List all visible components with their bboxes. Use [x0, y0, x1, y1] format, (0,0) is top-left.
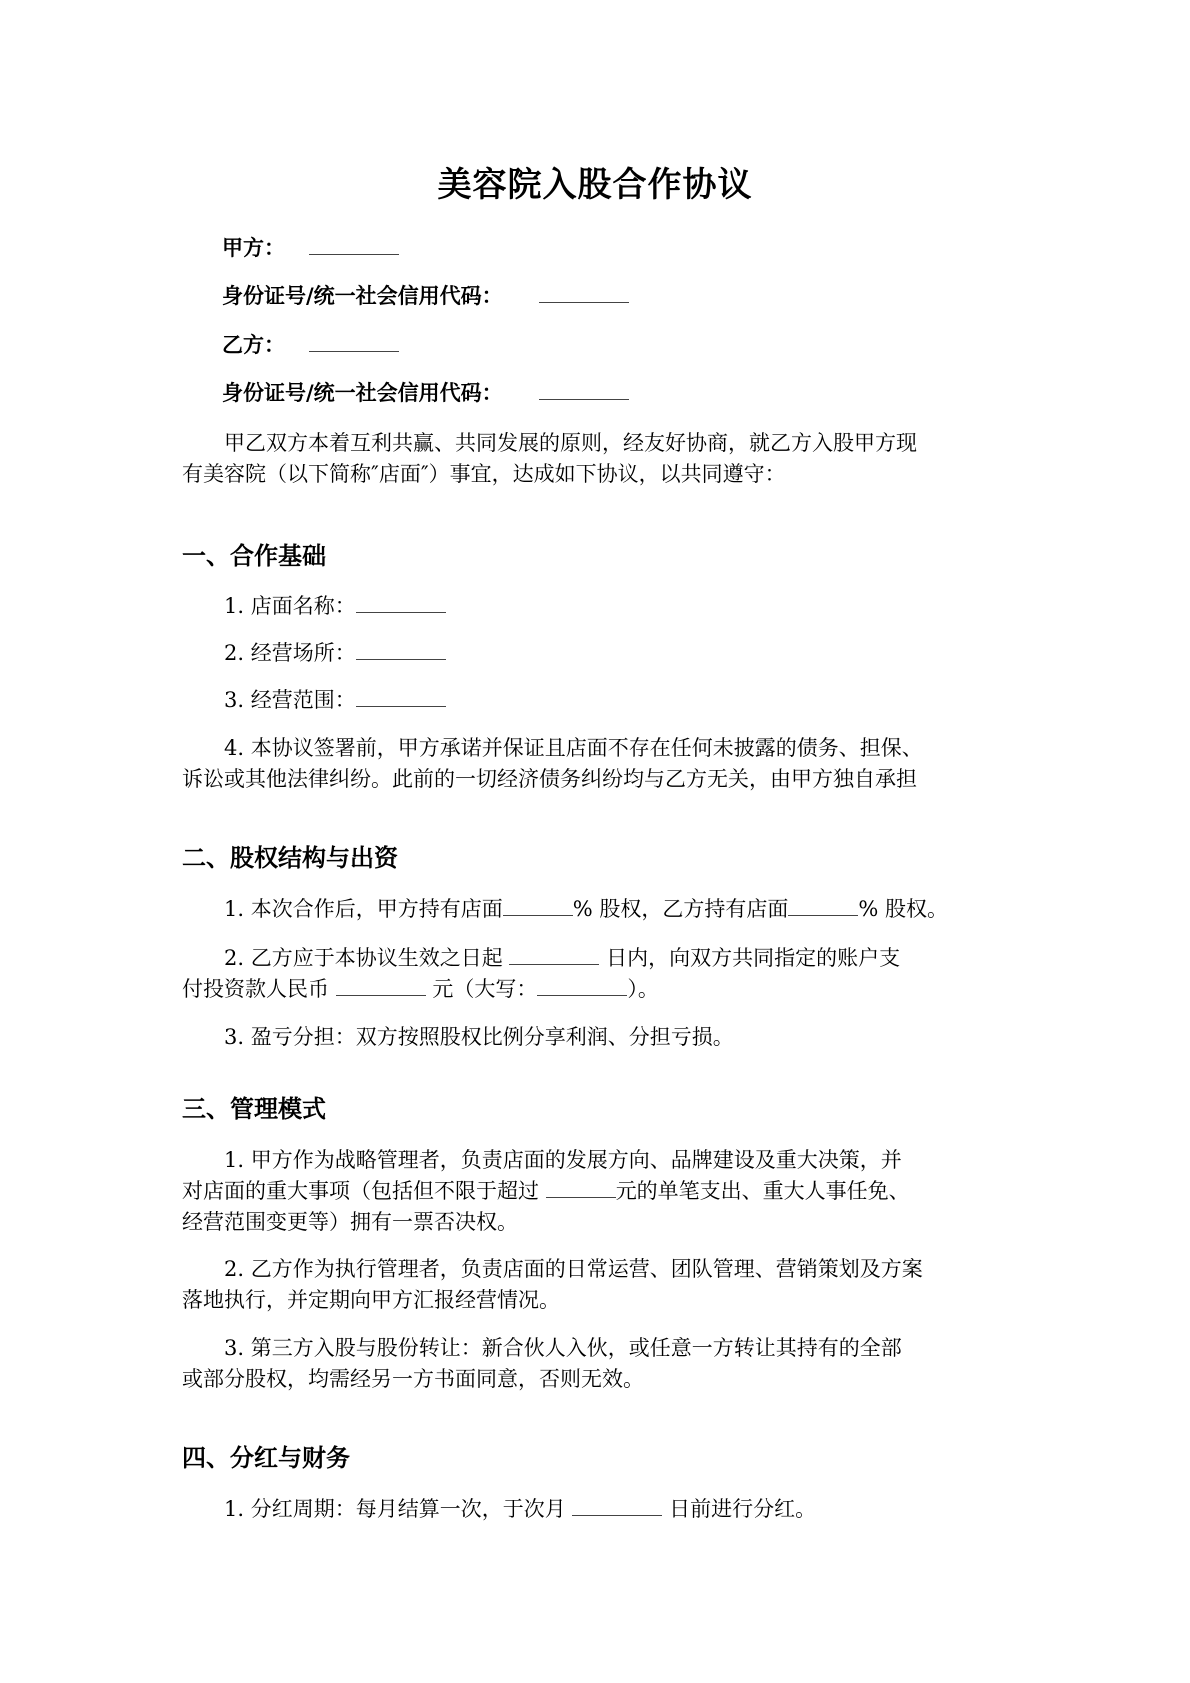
- section-1-item-1: [224, 590, 446, 622]
- section-1-item-2: [224, 637, 446, 669]
- party-a-id-label: 身份证号/统一社会信用代码：: [222, 284, 503, 308]
- payment-days-blank[interactable]: [509, 946, 599, 965]
- preamble-line-2: 有美容院（以下简称″店面″）事宜，达成如下协议，以共同遵守：: [182, 462, 786, 486]
- section-2-item-1: [224, 893, 948, 925]
- document-title: 美容院入股合作协议: [437, 165, 753, 205]
- item-3-line-1: 3. 第三方入股与股份转让：新合伙人入伙，或任意一方转让其持有的全部: [224, 1336, 902, 1360]
- equity-text-1: 1. 本次合作后，甲方持有店面: [224, 897, 503, 921]
- equity-text-3: % 股权。: [858, 897, 948, 921]
- investment-text-2: 日内，向双方共同指定的账户支: [599, 946, 901, 970]
- investment-amount-blank[interactable]: [336, 977, 426, 996]
- party-a-equity-blank[interactable]: [503, 897, 573, 916]
- party-a-id-row: [222, 280, 629, 312]
- section-1-heading: 一、合作基础: [182, 542, 326, 570]
- party-b-equity-blank[interactable]: [788, 897, 858, 916]
- party-a-id-blank[interactable]: [539, 284, 629, 303]
- business-scope-label: 3. 经营范围：: [224, 688, 356, 712]
- business-location-blank[interactable]: [356, 641, 446, 660]
- equity-text-2: % 股权，乙方持有店面: [572, 897, 789, 921]
- item-3-line-2: 或部分股权，均需经另一方书面同意，否则无效。: [182, 1367, 644, 1391]
- section-1-item-3: [224, 684, 446, 716]
- store-name-blank[interactable]: [356, 594, 446, 613]
- preamble-line-1: 甲乙双方本着互利共赢、共同发展的原则，经友好协商，就乙方入股甲方现: [224, 431, 917, 455]
- investment-text-3: 付投资款人民币: [182, 977, 336, 1001]
- investment-text-1: 2. 乙方应于本协议生效之日起: [224, 946, 510, 970]
- section-1-item-4: [182, 733, 1018, 795]
- party-b-id-blank[interactable]: [539, 381, 629, 400]
- party-b-blank[interactable]: [309, 333, 399, 352]
- item-4-line-2: 诉讼或其他法律纠纷。此前的一切经济债务纠纷均与乙方无关，由甲方独自承担: [182, 767, 917, 791]
- party-b-label: 乙方：: [222, 333, 285, 357]
- dividend-text-2: 日前进行分红。: [662, 1497, 817, 1521]
- section-2-item-2-line-1: [224, 942, 900, 974]
- section-2-heading: 二、股权结构与出资: [182, 844, 398, 872]
- section-3-item-1: [182, 1145, 1018, 1238]
- veto-text-b: 元的单笔支出、重大人事任免、: [615, 1179, 910, 1203]
- party-b-row: [222, 329, 399, 361]
- item-1-line-1: 1. 甲方作为战略管理者，负责店面的发展方向、品牌建设及重大决策，并: [224, 1148, 902, 1172]
- party-b-id-label: 身份证号/统一社会信用代码：: [222, 381, 503, 405]
- investment-amount-words-blank[interactable]: [537, 977, 627, 996]
- item-1-line-3: 经营范围变更等）拥有一票否决权。: [182, 1210, 518, 1234]
- party-b-id-row: [222, 377, 629, 409]
- veto-text-a: 对店面的重大事项（包括但不限于超过: [182, 1179, 546, 1203]
- party-a-row: [222, 232, 399, 264]
- section-2-item-2-line-2: [182, 973, 659, 1005]
- section-4-heading: 四、分红与财务: [182, 1444, 350, 1472]
- section-4-item-1: [224, 1493, 816, 1525]
- item-4-line-1: 4. 本协议签署前，甲方承诺并保证且店面不存在任何未披露的债务、担保、: [224, 736, 923, 760]
- store-name-label: 1. 店面名称：: [224, 594, 356, 618]
- expense-threshold-blank[interactable]: [546, 1179, 616, 1198]
- section-3-item-2: [182, 1254, 1018, 1316]
- investment-text-5: ）。: [627, 977, 659, 1001]
- investment-text-4: 元（大写：: [425, 977, 538, 1001]
- party-a-label: 甲方：: [222, 236, 285, 260]
- section-2-item-3: 3. 盈亏分担：双方按照股权比例分享利润、分担亏损。: [224, 1025, 734, 1049]
- item-2-line-1: 2. 乙方作为执行管理者，负责店面的日常运营、团队管理、营销策划及方案: [224, 1257, 923, 1281]
- party-a-blank[interactable]: [309, 236, 399, 255]
- business-location-label: 2. 经营场所：: [224, 641, 356, 665]
- preamble-paragraph: [182, 428, 1018, 490]
- section-3-item-3: [182, 1333, 1018, 1395]
- dividend-day-blank[interactable]: [572, 1497, 662, 1516]
- item-2-line-2: 落地执行，并定期向甲方汇报经营情况。: [182, 1288, 560, 1312]
- item-1-line-2: [182, 1176, 1018, 1207]
- dividend-text-1: 1. 分红周期：每月结算一次，于次月: [224, 1497, 573, 1521]
- section-3-heading: 三、管理模式: [182, 1095, 326, 1123]
- business-scope-blank[interactable]: [356, 688, 446, 707]
